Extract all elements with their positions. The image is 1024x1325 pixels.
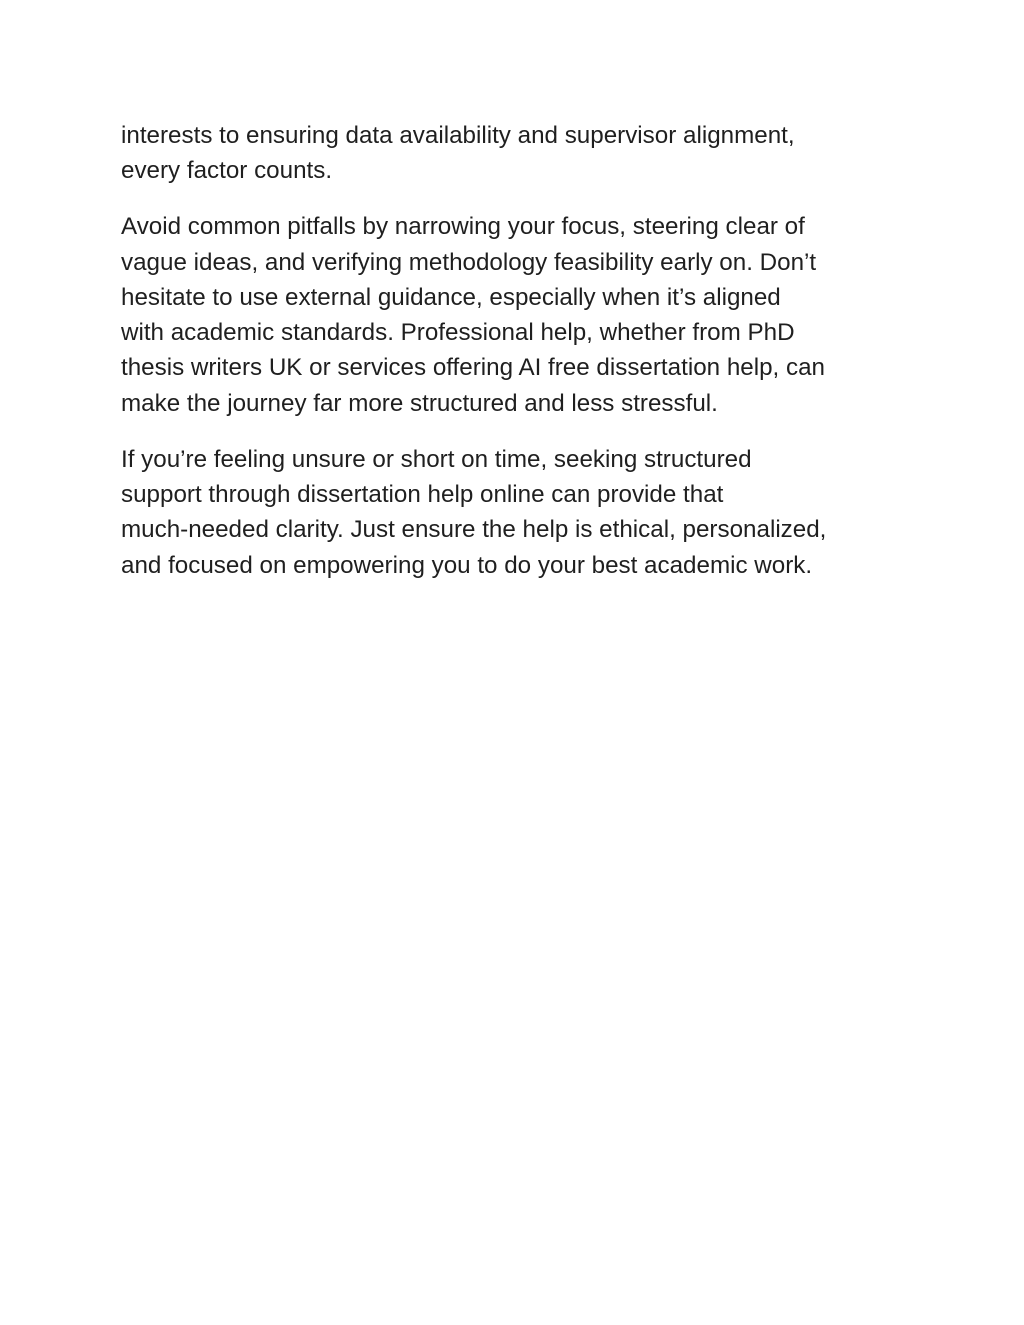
text-line: interests to ensuring data availability and supervisor alignment, — [121, 122, 795, 149]
text-line: thesis writers UK or services offering AI free dissertation help, can — [121, 354, 825, 382]
text-line: vague ideas, and verifying methodology feasibility early on. Don’t — [121, 248, 817, 276]
text-line: with academic standards. Professional help, whether from PhD — [121, 319, 795, 347]
paragraph-3 — [121, 442, 921, 583]
text-line: support through dissertation help online can provide that — [121, 481, 724, 509]
text-line: much-needed clarity. Just ensure the help is ethical, personalized, — [121, 516, 827, 544]
paragraph-1 — [121, 118, 921, 189]
text-line: hesitate to use external guidance, especially when it’s aligned — [121, 283, 781, 311]
paragraph-2 — [121, 209, 921, 421]
text-line: and focused on empowering you to do your best academic work. — [121, 551, 813, 579]
text-line: If you’re feeling unsure or short on time, seeking structured — [121, 445, 752, 473]
text-line: make the journey far more structured and less stressful. — [121, 389, 718, 417]
text-line: Avoid common pitfalls by narrowing your focus, steering clear of — [121, 213, 805, 241]
document-body — [121, 118, 921, 583]
text-line: every factor counts. — [121, 157, 333, 185]
